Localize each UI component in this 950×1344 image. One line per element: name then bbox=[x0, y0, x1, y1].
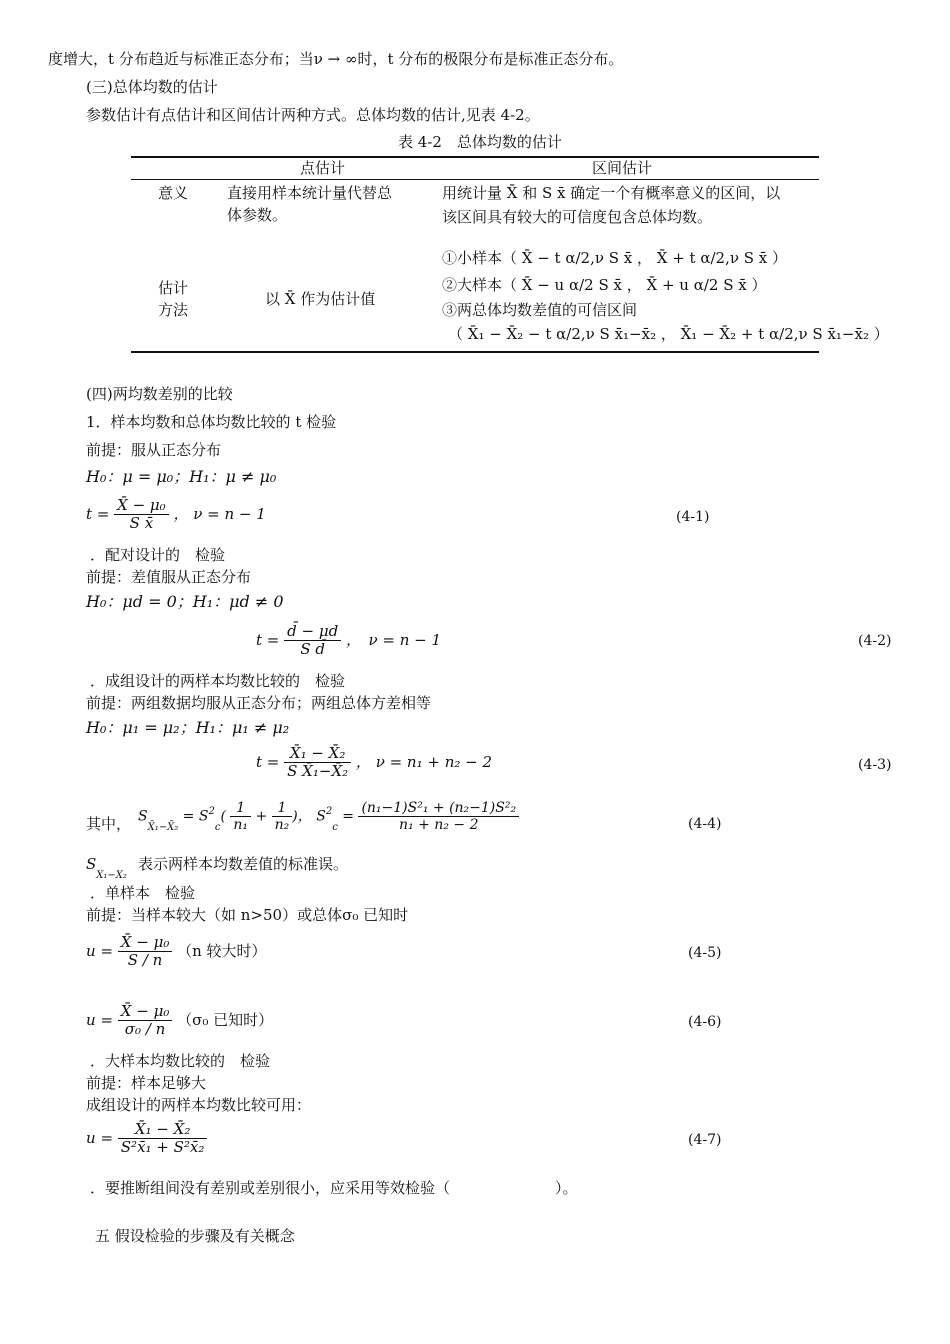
premise-3: 前提：两组数据均服从正态分布；两组总体方差相等 bbox=[86, 694, 432, 712]
equation-number: (4-2) bbox=[858, 633, 892, 649]
hypothesis-1: H₀：μ = μ₀；H₁：μ ≠ μ₀ bbox=[86, 467, 277, 486]
table-header-interval: 区间估计 bbox=[592, 159, 653, 177]
hypothesis-2: H₀：μd = 0；H₁：μd ≠ 0 bbox=[86, 592, 284, 611]
item-6-title: ．要推断组间没有差别或差别很小，应采用等效检验（ ）。 bbox=[90, 1179, 578, 1197]
where-label: 其中， bbox=[86, 815, 132, 833]
table-row1-interval-a: 用统计量 X̄ 和 S x̄ 确定一个有概率意义的区间，以 bbox=[442, 184, 781, 202]
premise-1: 前提：服从正态分布 bbox=[86, 441, 222, 459]
section-heading-4: (四)两均数差别的比较 bbox=[86, 385, 233, 403]
eq3-denominator: S X̄₁−X̄₂ bbox=[287, 762, 349, 781]
equation-4-5: u = $\frac{\text{X̄ − μ₀}}{S / n}$ （n 较大时） bbox=[86, 933, 267, 970]
intro-paragraph: 参数估计有点估计和区间估计两种方式。总体均数的估计,见表 4-2。 bbox=[86, 106, 540, 124]
eq3-df: ， ν = n₁ + n₂ − 2 bbox=[355, 752, 493, 771]
hypothesis-3: H₀：μ₁ = μ₂；H₁：μ₁ ≠ μ₂ bbox=[86, 718, 290, 737]
eq1-numerator: X̄ − μ₀ bbox=[114, 497, 169, 515]
equation-4-4: $S_{X̄_1-X̄_2} = S^2_c$( $\frac{1}{\text{n₁}}$ + $\frac{1}{\text{n₂}}$ )， $S^2_c$ = $\frac{\text{(n₁−1)S²₁ + (n₂−1)S²₂}}{\text{n₁ + n₂ − 2}}$ bbox=[138, 800, 519, 833]
table-bottom-rule bbox=[131, 351, 819, 353]
eq5-denominator: S / n bbox=[127, 951, 163, 970]
table-row2-point: 以 X̄ 作为估计值 bbox=[265, 290, 376, 308]
equation-4-2: t = $\frac{d̄ - \mu d}{\text{S d̄}}$ ， ν = n − 1 bbox=[256, 622, 442, 659]
equation-number: (4-3) bbox=[858, 757, 892, 773]
equation-number: (4-6) bbox=[688, 1014, 722, 1030]
eq3-numerator: X̄₁ − X̄₂ bbox=[284, 745, 351, 763]
eq6-note: （σ₀ 已知时） bbox=[177, 1010, 274, 1029]
table-row1-point-b: 体参数。 bbox=[227, 206, 288, 224]
equation-number: (4-5) bbox=[688, 945, 722, 961]
table-caption: 表 4-2 总体均数的估计 bbox=[398, 133, 562, 151]
equation-4-3: t = $\frac{\text{X̄₁ − X̄₂}}{\text{S X̄₁−X̄₂}}$ ， ν = n₁ + n₂ − 2 bbox=[256, 744, 493, 781]
premise-4: 前提：当样本较大（如 n>50）或总体σ₀ 已知时 bbox=[86, 906, 409, 924]
section-heading-3: (三)总体均数的估计 bbox=[86, 78, 218, 96]
item-4-title: ．单样本 检验 bbox=[90, 884, 196, 902]
equation-4-7: u = $\frac{\text{X̄₁ − X̄₂}}{\text{S²x̄₁ + S²x̄₂}}$ bbox=[86, 1121, 207, 1157]
eq2-denominator: S d̄ bbox=[300, 640, 325, 659]
item-3-title: ．成组设计的两样本均数比较的 检验 bbox=[90, 672, 346, 690]
equation-number: (4-1) bbox=[676, 509, 710, 525]
table-top-rule bbox=[131, 156, 819, 158]
se-note: 表示两样本均数差值的标准误。 bbox=[138, 855, 349, 873]
table-row1-interval-b: 该区间具有较大的可信度包含总体均数。 bbox=[442, 208, 713, 226]
premise-5: 前提：样本足够大 bbox=[86, 1074, 207, 1092]
large-sample-interval: ②大样本（ X̄ − u α/2 S x̄ ， X̄ + u α/2 S x̄ ） bbox=[442, 276, 767, 294]
eq1-denominator: S x̄ bbox=[129, 514, 154, 533]
eq2-numerator: d̄ − μd bbox=[284, 623, 341, 641]
equation-number: (4-7) bbox=[688, 1132, 722, 1148]
table-row2-label-a: 估计 bbox=[158, 279, 189, 297]
eq5-numerator: X̄ − μ₀ bbox=[118, 934, 173, 952]
eq6-numerator: X̄ − μ₀ bbox=[118, 1003, 173, 1021]
item-1-title: 1．样本均数和总体均数比较的 t 检验 bbox=[86, 413, 337, 431]
eq5-note: （n 较大时） bbox=[177, 941, 267, 960]
table-header-rule bbox=[131, 179, 819, 180]
small-sample-interval: ①小样本（ X̄ − t α/2,ν S x̄ ， X̄ + t α/2,ν S x̄ ） bbox=[442, 249, 788, 267]
eq6-denominator: σ₀ / n bbox=[124, 1020, 166, 1039]
table-row1-point-a: 直接用样本统计量代替总 bbox=[227, 184, 393, 202]
equation-4-1: t = $\frac{\text{X̄ − μ₀}}{\text{S x̄}}$ ， ν = n − 1 bbox=[86, 496, 266, 533]
table-header-point: 点估计 bbox=[300, 159, 346, 177]
premise-2: 前提：差值服从正态分布 bbox=[86, 568, 252, 586]
table-row2-label-b: 方法 bbox=[158, 301, 189, 319]
item-5-title: ．大样本均数比较的 检验 bbox=[90, 1052, 271, 1070]
diff-interval-title: ③两总体均数差值的可信区间 bbox=[442, 301, 638, 319]
eq7-numerator: X̄₁ − X̄₂ bbox=[118, 1121, 208, 1139]
diff-interval-formula: （ X̄₁ − X̄₂ − t α/2,ν S x̄₁−x̄₂ ， X̄₁ − X̄₂ + t α/2,ν S x̄₁−x̄₂ ） bbox=[448, 325, 889, 343]
intro-line: 度增大，t 分布趋近与标准正态分布；当ν → ∞时，t 分布的极限分布是标准正态分布。 bbox=[48, 50, 624, 68]
se-symbol: $S_{X_1-X_2}$ bbox=[86, 855, 127, 881]
equation-4-6: u = $\frac{\text{X̄ − μ₀}}{\text{σ₀ / n}}$ （σ₀ 已知时） bbox=[86, 1002, 274, 1039]
equation-number: (4-4) bbox=[688, 816, 722, 832]
premise-5b: 成组设计的两样本均数比较可用： bbox=[86, 1096, 312, 1114]
table-row1-label: 意义 bbox=[158, 184, 189, 202]
section-heading-5: 五 假设检验的步骤及有关概念 bbox=[95, 1227, 295, 1245]
eq1-df: ， ν = n − 1 bbox=[173, 504, 266, 523]
item-2-title: ．配对设计的 检验 bbox=[90, 546, 226, 564]
eq7-denominator: S²x̄₁ + S²x̄₂ bbox=[120, 1138, 205, 1157]
eq2-df: ， ν = n − 1 bbox=[345, 630, 442, 649]
